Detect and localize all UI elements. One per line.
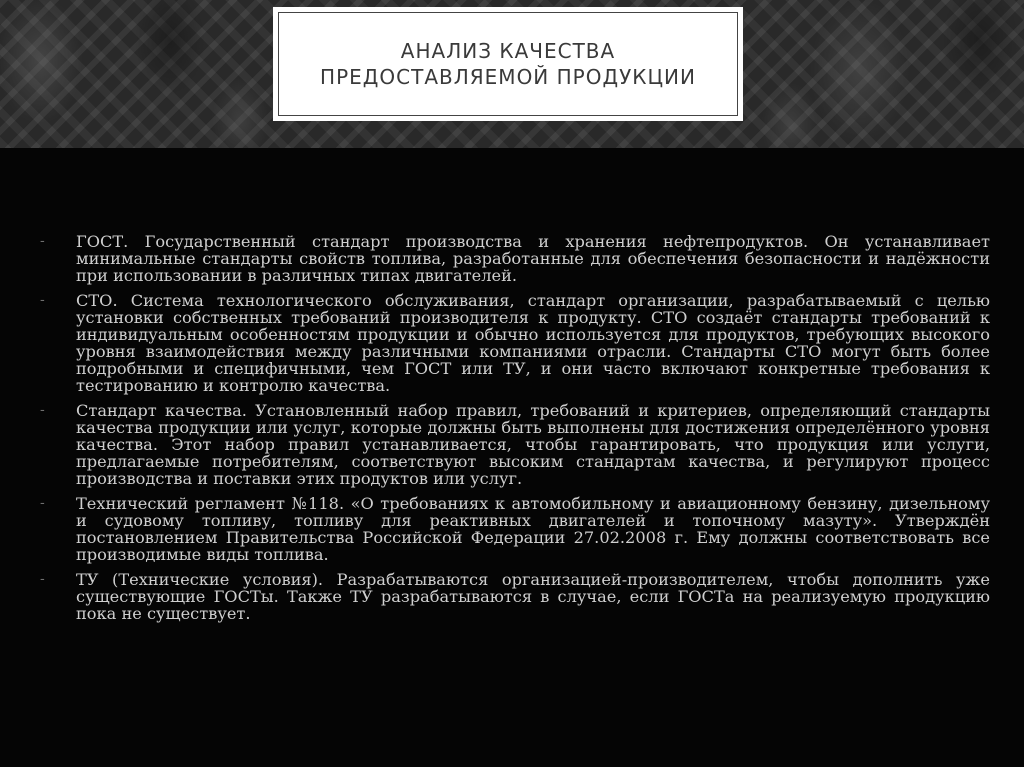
title-box <box>273 7 743 121</box>
list-item-gost <box>40 233 990 284</box>
bullet-dash: - <box>40 571 45 587</box>
list-item-text: Стандарт качества. Установленный набор правил, требований и критериев, определяющий стандарты качества продукции или услуг, которые должны быть выполнены для достижения определённого уровня качества. Этот набор правил устанавливается, чтобы гарантировать, что продукция или услуги, предлагаемые потребителям, соответствуют высоким стандартам качества, и регулируют процесс производства и поставки этих продуктов или услуг. <box>76 401 990 488</box>
list-item-tu <box>40 571 990 622</box>
slide-title-line-1: АНАЛИЗ КАЧЕСТВА <box>400 39 616 63</box>
list-item-text: ГОСТ. Государственный стандарт производства и хранения нефтепродуктов. Он устанавливает минимальные стандарты свойств топлива, разработанные для обеспечения безопасности и надёжности при использовании в различных типах двигателей. <box>76 232 990 285</box>
list-item-quality-standard <box>40 402 990 487</box>
list-item-tech-regulation <box>40 495 990 563</box>
list-item-text: ТУ (Технические условия). Разрабатываются организацией-производителем, чтобы дополнить уже существующие ГОСТы. Также ТУ разрабатываются в случае, если ГОСТа на реализуемую продукцию пока не существует. <box>76 570 990 623</box>
bullet-dash: - <box>40 495 45 511</box>
bullet-list <box>40 233 990 630</box>
slide-title-line-2: ПРЕДОСТАВЛЯЕМОЙ ПРОДУКЦИИ <box>320 65 696 89</box>
list-item-sto <box>40 292 990 394</box>
list-item-text: СТО. Система технологического обслуживания, стандарт организации, разрабатываемый с целью установки собственных требований производителя к продукту. СТО создаёт стандарты требований к индивидуальным особенностям продукции и обычно используется для продуктов, требующих высокого уровня взаимодействия между различными компаниями отрасли. Стандарты СТО могут быть более подробными и специфичными, чем ГОСТ или ТУ, и они часто включают конкретные требования к тестированию и контролю качества. <box>76 291 990 395</box>
bullet-dash: - <box>40 233 45 249</box>
title-frame <box>278 12 738 116</box>
list-item-text: Технический регламент №118. «О требованиях к автомобильному и авиационному бензину, дизельному и судовому топливу, топливу для реактивных двигателей и топочному мазуту». Утверждён постановлением Правительства Российской Федерации 27.02.2008 г. Ему должны соответствовать все производимые виды топлива. <box>76 494 990 564</box>
bullet-dash: - <box>40 292 45 308</box>
bullet-dash: - <box>40 402 45 418</box>
